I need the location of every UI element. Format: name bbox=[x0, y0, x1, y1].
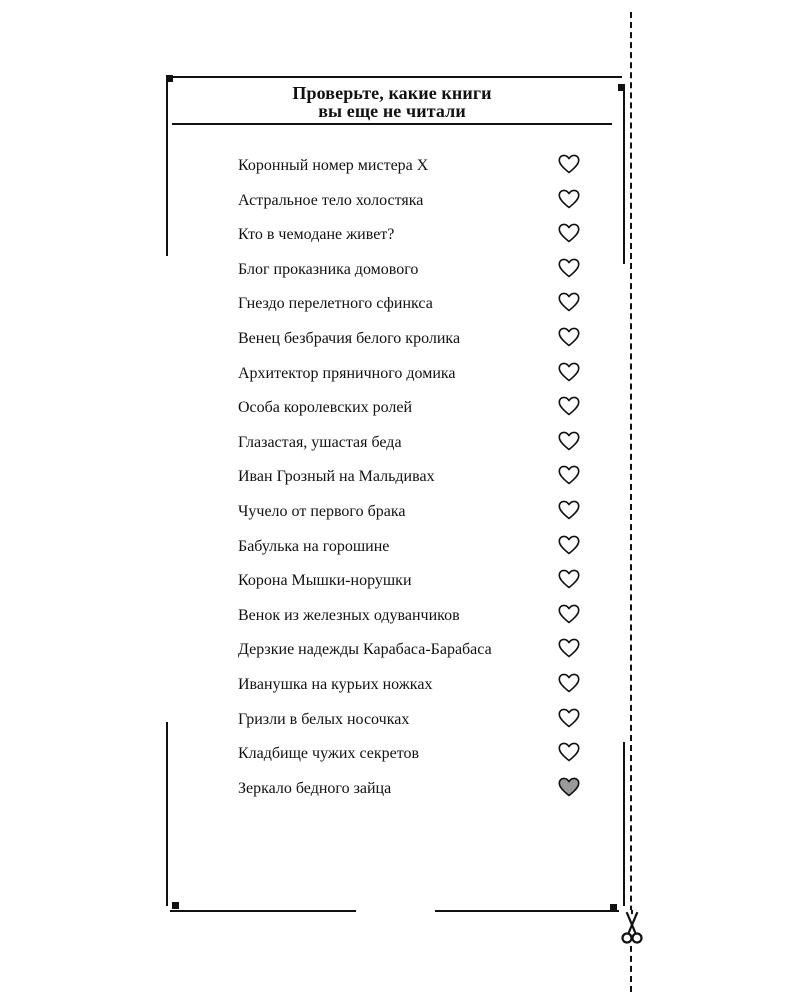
heart-icon[interactable] bbox=[558, 292, 580, 312]
frame-corner-top-right bbox=[618, 84, 625, 91]
book-title: Иван Грозный на Мальдивах bbox=[238, 468, 435, 486]
frame-top-line bbox=[170, 76, 622, 78]
book-list-item bbox=[238, 496, 588, 531]
scissors-icon bbox=[619, 910, 645, 946]
book-list-item bbox=[238, 427, 588, 462]
book-list bbox=[238, 150, 588, 807]
heart-icon[interactable] bbox=[558, 777, 580, 797]
book-title: Чучело от первого брака bbox=[238, 502, 406, 520]
book-list-item bbox=[238, 773, 588, 808]
frame-right-line-bottom bbox=[623, 742, 625, 906]
book-list-item bbox=[238, 150, 588, 185]
book-title: Гризли в белых носочках bbox=[238, 710, 410, 728]
heart-icon[interactable] bbox=[558, 465, 580, 485]
book-list-item bbox=[238, 600, 588, 635]
header-underline bbox=[172, 123, 612, 125]
heart-icon[interactable] bbox=[558, 500, 580, 520]
book-list-item bbox=[238, 669, 588, 704]
frame-corner-bottom-right bbox=[610, 904, 617, 911]
book-title: Коронный номер мистера Х bbox=[238, 157, 429, 174]
frame-left-line-top bbox=[166, 80, 168, 256]
page-title bbox=[172, 84, 612, 120]
frame-bottom-line-left bbox=[170, 910, 356, 912]
book-list-item bbox=[238, 461, 588, 496]
heart-icon[interactable] bbox=[558, 604, 580, 624]
book-list-item bbox=[238, 634, 588, 669]
book-list-item bbox=[238, 531, 588, 566]
book-list-item bbox=[238, 185, 588, 220]
book-list-item bbox=[238, 704, 588, 739]
heart-icon[interactable] bbox=[558, 638, 580, 658]
heart-icon[interactable] bbox=[558, 327, 580, 347]
cut-line bbox=[630, 12, 632, 992]
book-title: Дерзкие надежды Карабаса-Барабаса bbox=[238, 641, 492, 659]
book-list-item bbox=[238, 323, 588, 358]
book-title: Блог проказника домового bbox=[238, 260, 419, 278]
heart-icon[interactable] bbox=[558, 708, 580, 728]
book-title: Кто в чемодане живет? bbox=[238, 226, 395, 244]
heart-icon[interactable] bbox=[558, 569, 580, 589]
book-list-item bbox=[238, 254, 588, 289]
book-list-item bbox=[238, 565, 588, 600]
frame-corner-bottom-left bbox=[172, 902, 179, 909]
book-title: Гнездо перелетного сфинкса bbox=[238, 295, 433, 313]
heart-icon[interactable] bbox=[558, 189, 580, 209]
page-title-line-1: Проверьте, какие книги bbox=[292, 83, 492, 103]
heart-icon[interactable] bbox=[558, 154, 580, 174]
heart-icon[interactable] bbox=[558, 742, 580, 762]
book-list-item bbox=[238, 358, 588, 393]
book-list-item bbox=[238, 288, 588, 323]
book-list-item bbox=[238, 219, 588, 254]
heart-icon[interactable] bbox=[558, 362, 580, 382]
book-list-item bbox=[238, 738, 588, 773]
heart-icon[interactable] bbox=[558, 431, 580, 451]
book-title: Кладбище чужих секретов bbox=[238, 745, 420, 763]
heart-icon[interactable] bbox=[558, 673, 580, 693]
book-title: Иванушка на курьих ножках bbox=[238, 675, 433, 693]
book-title: Корона Мышки-норушки bbox=[238, 572, 412, 590]
frame-corner-top-left bbox=[166, 75, 173, 82]
book-title: Архитектор пряничного домика bbox=[238, 364, 456, 382]
heart-icon[interactable] bbox=[558, 535, 580, 555]
book-title: Глазастая, ушастая беда bbox=[238, 433, 402, 451]
frame-left-line-bottom bbox=[166, 722, 168, 906]
book-title: Особа королевских ролей bbox=[238, 399, 413, 417]
heart-icon[interactable] bbox=[558, 223, 580, 243]
frame-right-line-top bbox=[623, 86, 625, 264]
heart-icon[interactable] bbox=[558, 396, 580, 416]
book-title: Венец безбрачия белого кролика bbox=[238, 329, 461, 347]
book-title: Зеркало бедного зайца bbox=[238, 779, 392, 797]
book-list-item bbox=[238, 392, 588, 427]
page-title-line-2: вы еще не читали bbox=[318, 101, 466, 121]
heart-icon[interactable] bbox=[558, 258, 580, 278]
book-title: Венок из железных одуванчиков bbox=[238, 606, 460, 624]
book-title: Бабулька на горошине bbox=[238, 537, 390, 555]
frame-bottom-line-right bbox=[435, 910, 622, 912]
book-title: Астральное тело холостяка bbox=[238, 191, 424, 209]
